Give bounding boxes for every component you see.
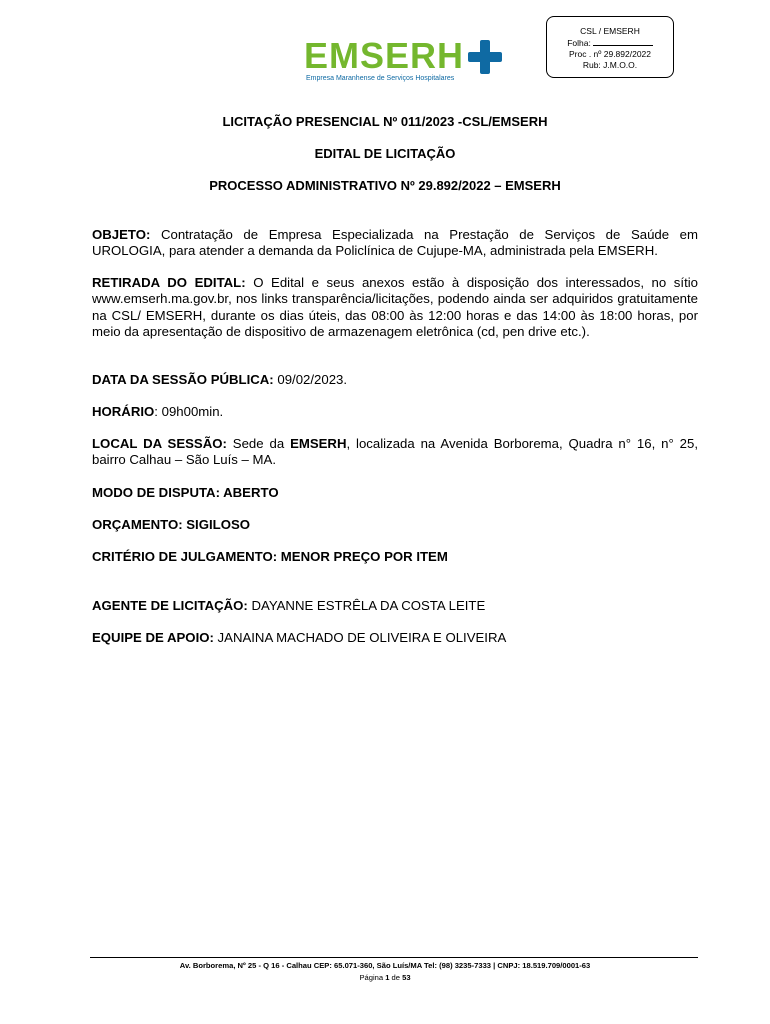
criterio-line bbox=[92, 549, 448, 565]
objeto-paragraph bbox=[92, 227, 698, 260]
orcamento-line bbox=[92, 517, 250, 533]
data-sessao-line bbox=[92, 372, 347, 388]
data-sessao-label: DATA DA SESSÃO PÚBLICA: bbox=[92, 372, 274, 387]
criterio-text: CRITÉRIO DE JULGAMENTO: MENOR PREÇO POR ITEM bbox=[92, 549, 448, 564]
objeto-text: Contratação de Empresa Especializada na Prestação de Serviços de Saúde em UROLOGIA, para atender a demanda da Policlínica de Cujupe-MA, administrada pela EMSERH. bbox=[92, 227, 698, 259]
footer-page-total: 53 bbox=[402, 973, 411, 982]
retirada-text: O Edital e seus anexos estão à disposição dos interessados, no sítio www.emserh.ma.gov.br, nos links transparência/licitações, podendo ainda ser adquiridos gratuitamente na CSL/ EMSERH, durante os dias úteis, das 08:00 às 12:00 horas e das 14:00 às 18:00 horas, por meio da apresentação de dispositivo de armazenagem eletrônica (cd, pen drive etc.). bbox=[92, 275, 698, 339]
local-emserh: EMSERH bbox=[290, 436, 347, 451]
footer-page-prefix: Página bbox=[359, 973, 386, 982]
orcamento-text: ORÇAMENTO: SIGILOSO bbox=[92, 517, 251, 532]
modo-disputa-line bbox=[92, 485, 279, 501]
plus-icon-vertical bbox=[480, 40, 490, 74]
agente-value: DAYANNE ESTRÊLA DA COSTA LEITE bbox=[247, 598, 486, 613]
stamp-line-rub: Rub: J.M.O.O. bbox=[582, 60, 638, 70]
footer-page-mid: de bbox=[389, 973, 403, 982]
stamp-folha-label: Folha: bbox=[567, 38, 591, 48]
heading-edital: EDITAL DE LICITAÇÃO bbox=[314, 146, 456, 161]
footer-page-number bbox=[0, 973, 770, 982]
horario-line bbox=[92, 404, 223, 420]
plus-icon bbox=[468, 40, 502, 74]
heading-processo: PROCESSO ADMINISTRATIVO Nº 29.892/2022 – EMSERH bbox=[209, 178, 561, 193]
local-paragraph bbox=[92, 436, 698, 469]
data-sessao-value: 09/02/2023. bbox=[273, 372, 348, 387]
objeto-label: OBJETO: bbox=[92, 227, 151, 242]
horario-value: : 09h00min. bbox=[154, 404, 224, 419]
horario-label: HORÁRIO bbox=[92, 404, 155, 419]
stamp-line-proc: Proc . nº 29.892/2022 bbox=[568, 49, 652, 59]
equipe-value: JANAINA MACHADO DE OLIVEIRA E OLIVEIRA bbox=[213, 630, 507, 645]
modo-disputa-text: MODO DE DISPUTA: ABERTO bbox=[92, 485, 279, 500]
stamp-line-folha bbox=[547, 37, 673, 49]
footer-divider bbox=[90, 957, 698, 958]
logo-wordmark: EMSERH bbox=[304, 35, 465, 76]
equipe-line bbox=[92, 630, 506, 646]
emserh-logo bbox=[304, 36, 504, 88]
stamp-folha-blank bbox=[593, 37, 653, 46]
retirada-label: RETIRADA DO EDITAL: bbox=[92, 275, 246, 290]
agente-label: AGENTE DE LICITAÇÃO: bbox=[92, 598, 248, 613]
local-label: LOCAL DA SESSÃO: bbox=[92, 436, 227, 451]
stamp-line-csl: CSL / EMSERH bbox=[580, 26, 640, 36]
footer-address: Av. Borborema, Nº 25 - Q 16 - Calhau CEP: 65.071-360, São Luís/MA Tel: (98) 3235-7333 | CNPJ: 18.519.709/0001-63 bbox=[179, 961, 591, 970]
local-text-before: Sede da bbox=[226, 436, 291, 451]
retirada-paragraph bbox=[92, 275, 698, 340]
protocol-stamp bbox=[546, 16, 674, 78]
local-text-after: , localizada na Avenida Borborema, Quadra n° 16, n° 25, bairro Calhau – São Luís – MA. bbox=[92, 436, 698, 468]
equipe-label: EQUIPE DE APOIO: bbox=[92, 630, 214, 645]
logo-tagline: Empresa Maranhense de Serviços Hospitalares bbox=[306, 75, 455, 82]
footer-page-current: 1 bbox=[385, 973, 390, 982]
heading-licitacao: LICITAÇÃO PRESENCIAL Nº 011/2023 -CSL/EMSERH bbox=[222, 114, 548, 129]
agente-line bbox=[92, 598, 485, 614]
